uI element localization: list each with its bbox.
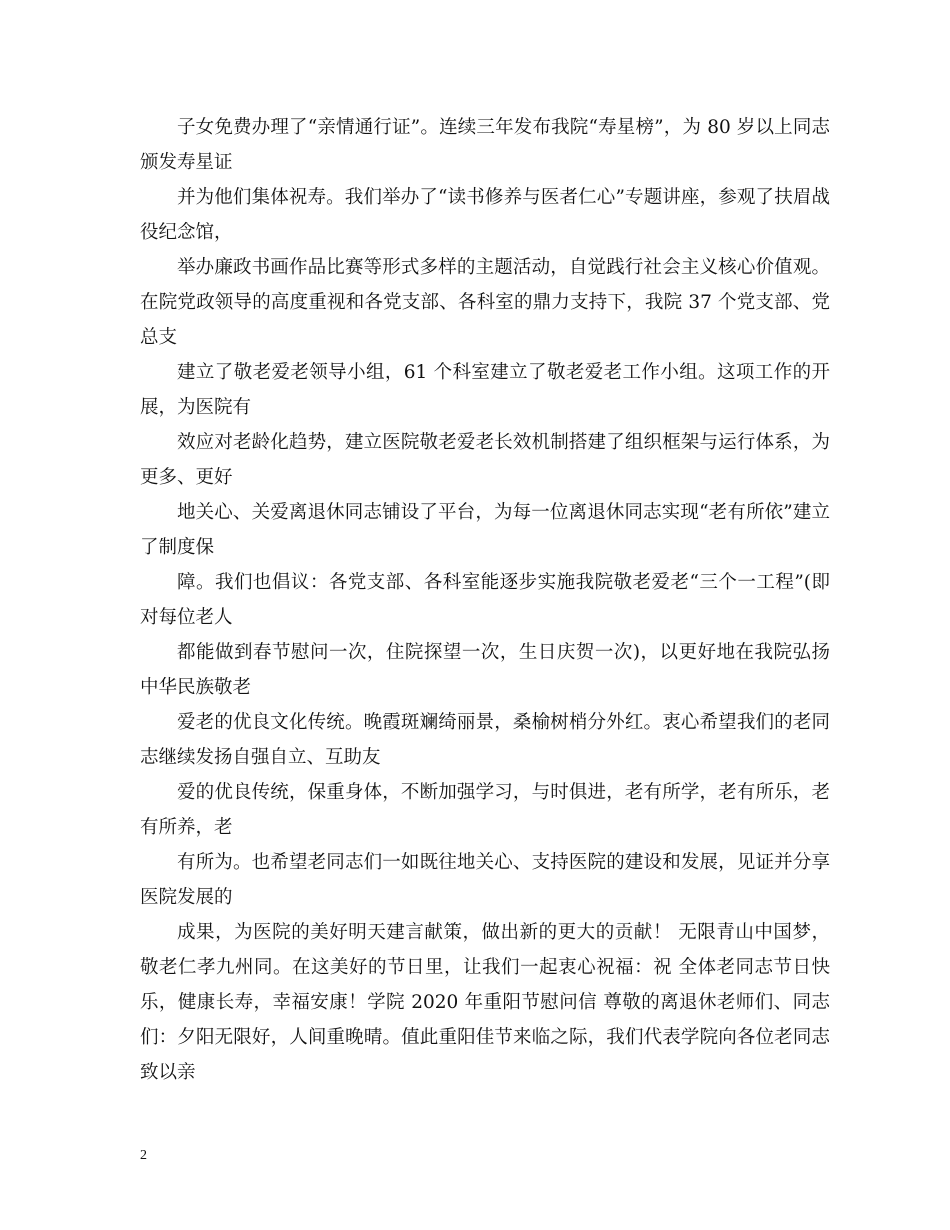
paragraph: 效应对老龄化趋势，建立医院敬老爱老长效机制搭建了组织框架与运行体系，为更多、更好 <box>140 432 830 488</box>
paragraph: 障。我们也倡议：各党支部、各科室能逐步实施我院敬老爱老“三个一工程”(即对每位老人 <box>140 572 830 628</box>
paragraph: 爱老的优良文化传统。晚霞斑斓绮丽景，桑榆树梢分外红。衷心希望我们的老同志继续发扬自强自立、互助友 <box>140 712 830 768</box>
paragraph: 爱的优良传统，保重身体，不断加强学习，与时俱进，老有所学，老有所乐，老有所养，老 <box>140 782 830 838</box>
paragraph: 举办廉政书画作品比赛等形式多样的主题活动，自觉践行社会主义核心价值观。 在院党政领导的高度重视和各党支部、各科室的鼎力支持下，我院 37 个党支部、党总支 <box>140 257 830 348</box>
page-number: 2 <box>140 1148 147 1163</box>
paragraph: 建立了敬老爱老领导小组，61 个科室建立了敬老爱老工作小组。这项工作的开展，为医院有 <box>140 362 830 418</box>
paragraph: 地关心、关爱离退休同志铺设了平台，为每一位离退休同志实现“老有所依”建立了制度保 <box>140 502 830 558</box>
paragraph: 子女免费办理了“亲情通行证”。连续三年发布我院“寿星榜”，为 80 岁以上同志颁发寿星证 <box>140 117 830 173</box>
paragraph: 有所为。也希望老同志们一如既往地关心、支持医院的建设和发展，见证并分享医院发展的 <box>140 852 830 908</box>
paragraph: 成果，为医院的美好明天建言献策，做出新的更大的贡献！ 无限青山中国梦，敬老仁孝九州同。在这美好的节日里，让我们一起衷心祝福：祝 全体老同志节日快乐，健康长寿，幸福安康！学院 2020 年重阳节慰问信 尊敬的离退休老师们、同志们：夕阳无限好，人间重晚晴。值此重阳佳节来临之际，我们代表学院向各位老同志致以亲 <box>140 922 830 1083</box>
paragraph: 并为他们集体祝寿。我们举办了“读书修养与医者仁心”专题讲座，参观了扶眉战役纪念馆， <box>140 187 830 243</box>
document-body <box>140 110 830 1090</box>
paragraph: 都能做到春节慰问一次，住院探望一次，生日庆贺一次)，以更好地在我院弘扬中华民族敬老 <box>140 642 830 698</box>
